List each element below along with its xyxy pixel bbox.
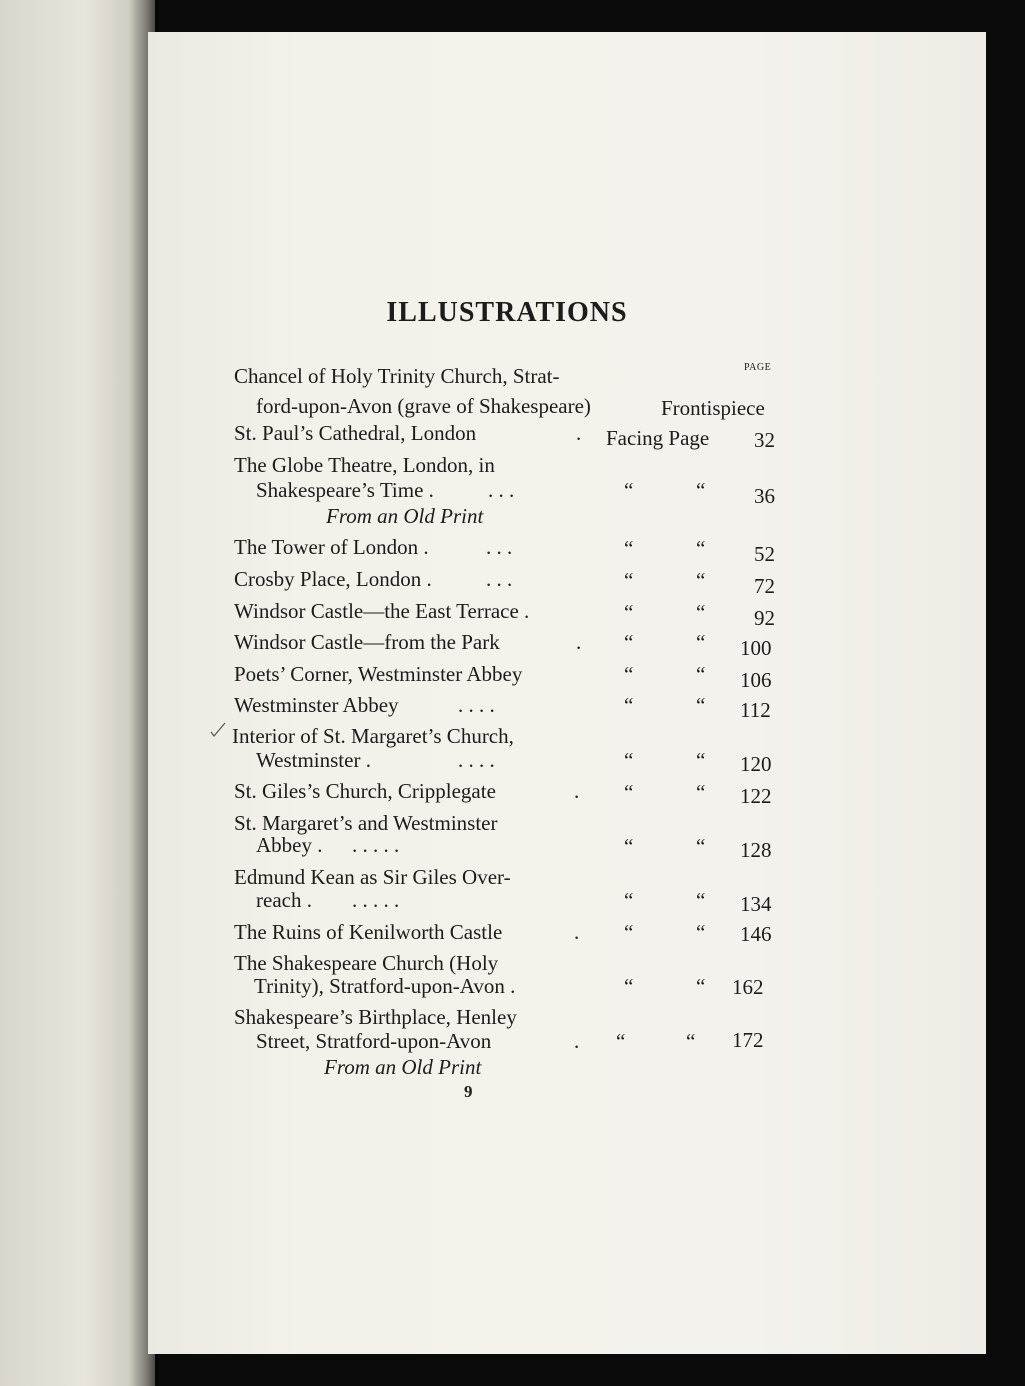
ditto-mark: “ <box>696 630 706 654</box>
entry-page-number: 128 <box>740 838 772 862</box>
entry-dots: . . . <box>486 535 513 559</box>
ditto-mark: “ <box>624 536 634 560</box>
ditto-mark: “ <box>696 748 706 772</box>
entry-page-number: 162 <box>732 975 764 999</box>
entry-line: Windsor Castle—the East Terrace . <box>234 599 530 623</box>
ditto-mark: “ <box>696 920 706 944</box>
entry-line: Trinity), Stratford-upon-Avon . <box>254 974 516 998</box>
entry-reference: Frontispiece <box>661 396 765 420</box>
entry-dots: . . . . <box>458 748 495 772</box>
entry-page-number: 32 <box>754 428 775 452</box>
entry-page-number: 134 <box>740 892 772 916</box>
entry-dots: . <box>574 779 580 803</box>
entry-line: Westminster Abbey <box>234 693 399 717</box>
ditto-mark: “ <box>624 834 634 858</box>
ditto-mark: “ <box>696 568 706 592</box>
entry-page-number: 122 <box>740 784 772 808</box>
entry-line: Shakespeare’s Time . <box>256 478 434 502</box>
ditto-mark: “ <box>624 748 634 772</box>
page-column-header: PAGE <box>744 362 772 373</box>
entry-line: The Ruins of Kenilworth Castle <box>234 920 503 944</box>
entry-line: Crosby Place, London . <box>234 567 432 591</box>
entry-line: Edmund Kean as Sir Giles Over- <box>234 865 511 889</box>
book-page <box>148 32 986 1354</box>
entry-line: Interior of St. Margaret’s Church, <box>232 724 514 748</box>
entry-line: St. Giles’s Church, Cripplegate <box>234 779 496 803</box>
entry-dots: . . . . <box>458 693 495 717</box>
ditto-mark: “ <box>624 974 634 998</box>
entry-line: reach . <box>256 888 312 912</box>
entry-line: St. Paul’s Cathedral, London <box>234 421 477 445</box>
entry-line: The Globe Theatre, London, in <box>234 453 495 477</box>
entry-dots: . <box>576 421 582 445</box>
entry-line: St. Margaret’s and Westminster <box>234 811 498 835</box>
entry-page-number: 36 <box>754 484 775 508</box>
ditto-mark: “ <box>696 536 706 560</box>
entry-line: Windsor Castle—from the Park <box>234 630 500 654</box>
ditto-mark: “ <box>624 600 634 624</box>
ditto-mark: “ <box>696 662 706 686</box>
entry-page-number: 120 <box>740 752 772 776</box>
entry-page-number: 92 <box>754 606 775 630</box>
entry-note: From an Old Print <box>324 1055 482 1079</box>
ditto-mark: “ <box>624 662 634 686</box>
entry-line: ford-upon-Avon (grave of Shakespeare) <box>256 394 591 418</box>
entry-line: The Shakespeare Church (Holy <box>234 951 499 975</box>
entry-page-number: 72 <box>754 574 775 598</box>
entry-line: The Tower of London . <box>234 535 429 559</box>
page-number: 9 <box>464 1082 473 1101</box>
ditto-mark: “ <box>624 780 634 804</box>
page-title: ILLUSTRATIONS <box>386 297 628 328</box>
entry-page-number: 106 <box>740 668 772 692</box>
ditto-mark: “ <box>696 834 706 858</box>
entry-dots: . . . . . <box>352 888 400 912</box>
entry-dots: . . . . . <box>352 833 400 857</box>
entry-line: Abbey . <box>256 833 323 857</box>
entry-line: Westminster . <box>256 748 371 772</box>
ditto-mark: “ <box>624 888 634 912</box>
ditto-mark: “ <box>696 478 706 502</box>
entry-line: Poets’ Corner, Westminster Abbey <box>234 662 523 686</box>
entry-page-number: 100 <box>740 636 772 660</box>
entry-note: From an Old Print <box>326 504 484 528</box>
ditto-mark: “ <box>616 1029 626 1053</box>
ditto-mark: “ <box>624 920 634 944</box>
entry-dots: . <box>574 1029 580 1053</box>
ditto-mark: “ <box>696 693 706 717</box>
entry-dots: . . . <box>486 567 513 591</box>
pencil-checkmark-icon <box>210 722 226 738</box>
entry-page-number: 112 <box>740 698 771 722</box>
ditto-mark: “ <box>624 478 634 502</box>
ditto-mark: “ <box>624 693 634 717</box>
entry-dots: . <box>576 630 582 654</box>
entry-reference: Facing Page <box>606 426 710 450</box>
entry-line: Street, Stratford-upon-Avon <box>256 1029 492 1053</box>
ditto-mark: “ <box>696 888 706 912</box>
entry-dots: . <box>574 920 580 944</box>
ditto-mark: “ <box>624 630 634 654</box>
ditto-mark: “ <box>696 600 706 624</box>
entry-dots: . . . <box>488 478 515 502</box>
entry-line: Chancel of Holy Trinity Church, Strat- <box>234 364 560 388</box>
ditto-mark: “ <box>696 780 706 804</box>
entry-page-number: 172 <box>732 1028 764 1052</box>
ditto-mark: “ <box>624 568 634 592</box>
entry-page-number: 146 <box>740 922 772 946</box>
ditto-mark: “ <box>686 1029 696 1053</box>
entry-page-number: 52 <box>754 542 775 566</box>
ditto-mark: “ <box>696 974 706 998</box>
entry-line: Shakespeare’s Birthplace, Henley <box>234 1005 517 1029</box>
